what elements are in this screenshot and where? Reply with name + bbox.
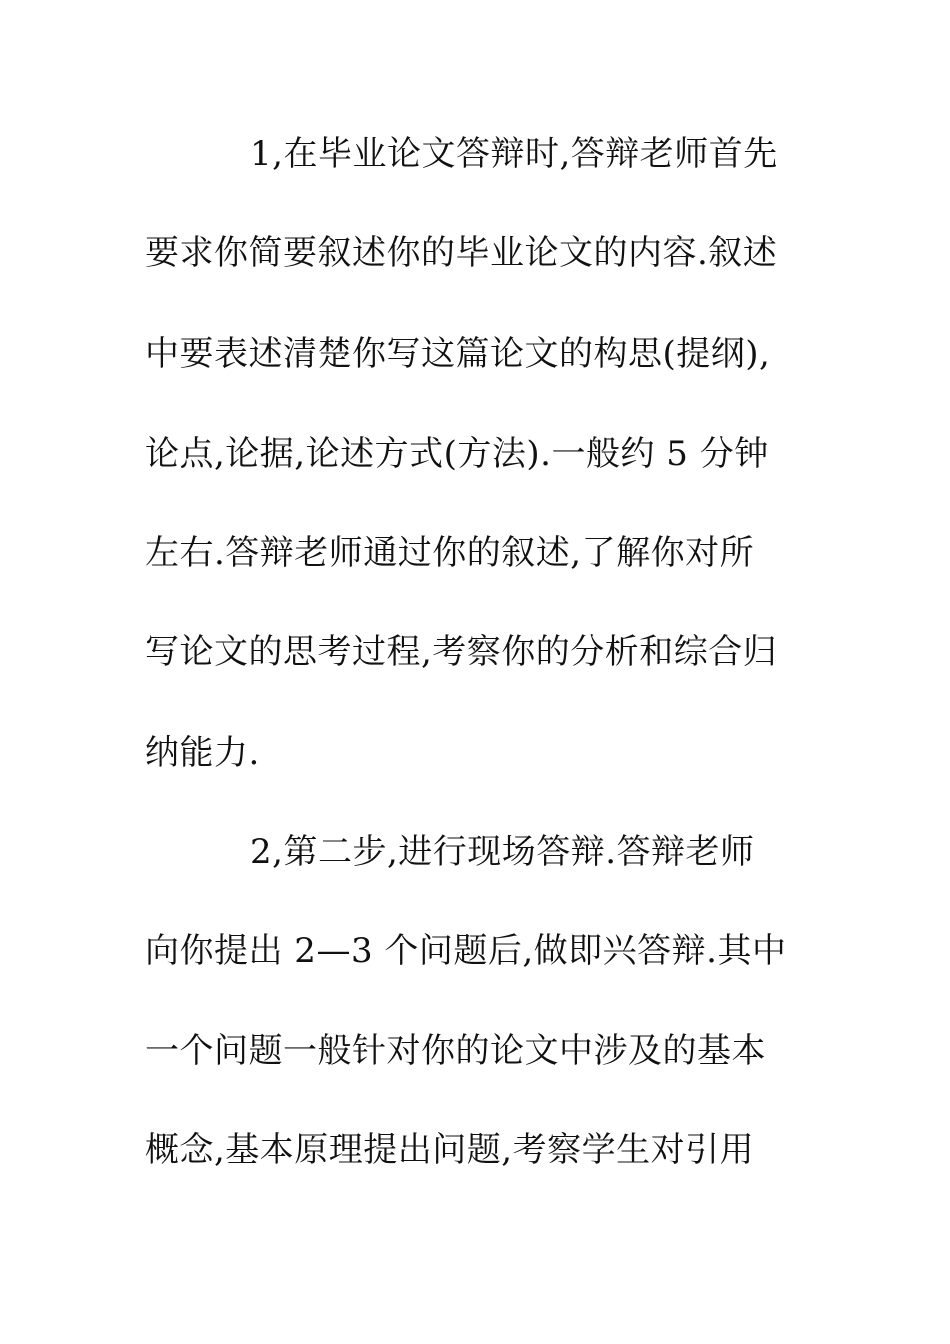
paragraph-1-line-5: 左右.答辩老师通过你的叙述,了解你对所: [145, 533, 755, 573]
paragraph-1-line-2: 要求你简要叙述你的毕业论文的内容.叙述: [145, 233, 778, 273]
paragraph-2-line-4: 概念,基本原理提出问题,考察学生对引用: [145, 1130, 755, 1170]
paragraph-1-line-3: 中要表述清楚你写这篇论文的构思(提纲),: [145, 334, 771, 374]
paragraph-2-line-3: 一个问题一般针对你的论文中涉及的基本: [145, 1031, 766, 1071]
paragraph-1-line-6: 写论文的思考过程,考察你的分析和综合归: [145, 632, 778, 672]
paragraph-2-line-1: 2,第二步,进行现场答辩.答辩老师: [250, 832, 755, 872]
paragraph-2-line-2: 向你提出 2—3 个问题后,做即兴答辩.其中: [145, 931, 787, 971]
paragraph-1-line-1: 1,在毕业论文答辩时,答辩老师首先: [250, 134, 778, 174]
paragraph-1-line-7: 纳能力.: [145, 733, 260, 773]
paragraph-1-line-4: 论点,论据,论述方式(方法).一般约 5 分钟: [145, 434, 769, 474]
